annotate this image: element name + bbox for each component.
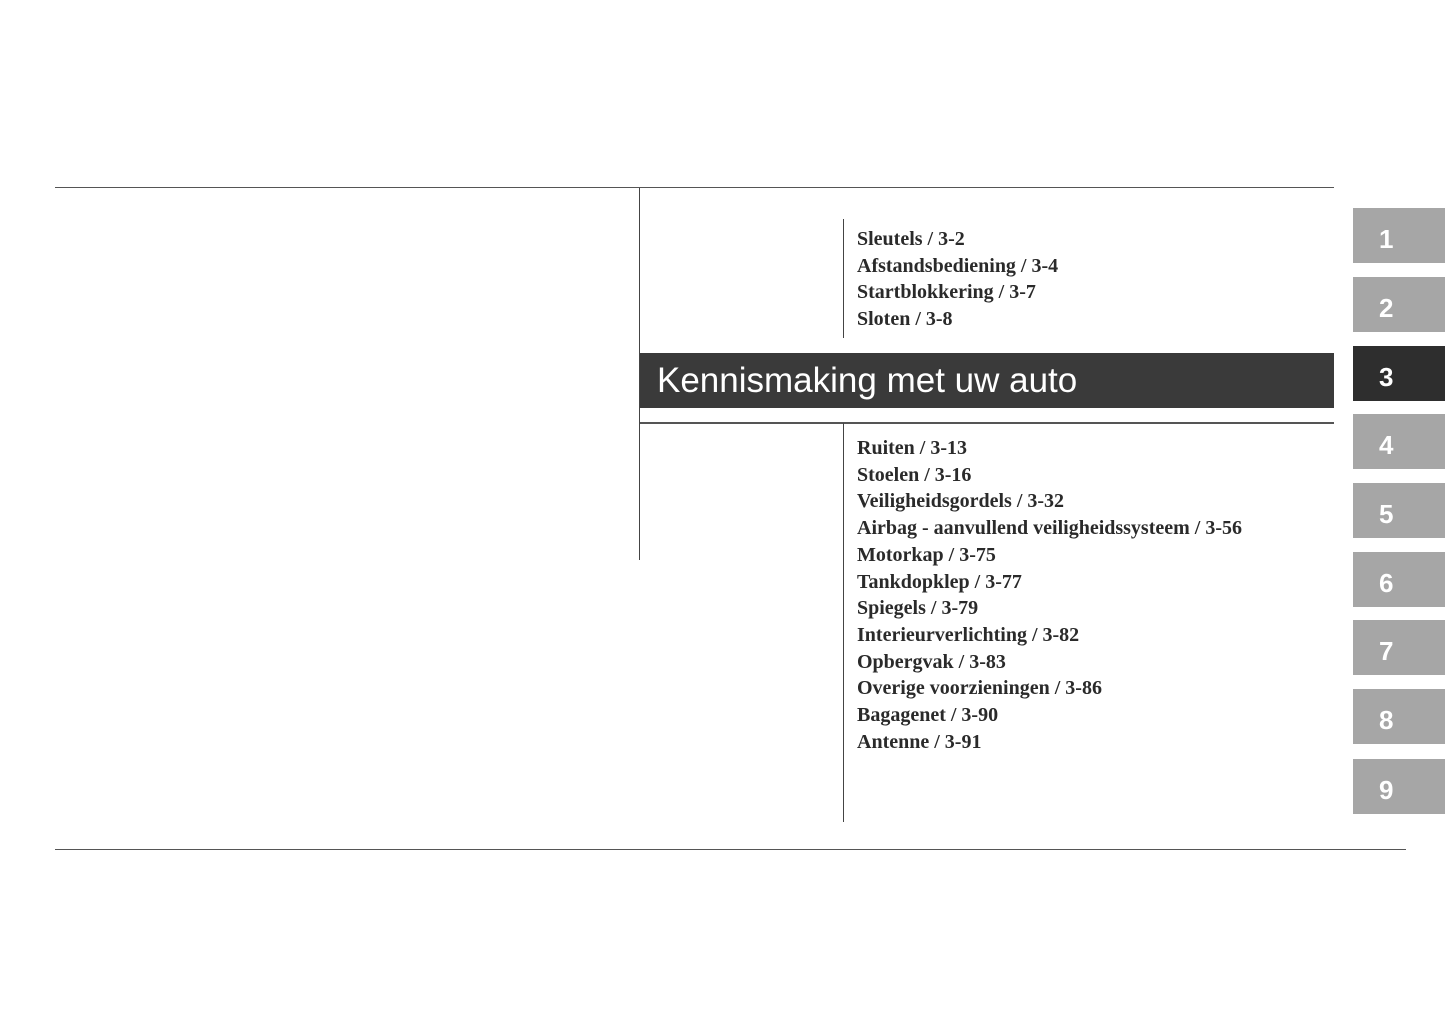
toc-item[interactable]: Bagagenet / 3-90 (857, 704, 999, 727)
chapter-tab-2[interactable]: 2 (1353, 277, 1445, 332)
toc-item[interactable]: Opbergvak / 3-83 (857, 650, 1006, 673)
chapter-title: Kennismaking met uw auto (657, 361, 1078, 400)
chapter-tab-7[interactable]: 7 (1353, 620, 1445, 675)
toc-item[interactable]: Sleutels / 3-2 (857, 228, 965, 250)
bottom-rule (55, 849, 1406, 850)
chapter-tab-6[interactable]: 6 (1353, 552, 1445, 607)
chapter-tab-3[interactable]: 3 (1353, 346, 1445, 401)
toc-item[interactable]: Veiligheidsgordels / 3-32 (857, 490, 1065, 513)
toc-item[interactable]: Overige voorzieningen / 3-86 (857, 677, 1102, 700)
toc-item[interactable]: Interieurverlichting / 3-82 (857, 623, 1080, 646)
toc-item[interactable]: Startblokkering / 3-7 (857, 281, 1036, 304)
toc-item[interactable]: Antenne / 3-91 (857, 730, 982, 753)
toc-item[interactable]: Sloten / 3-8 (857, 308, 953, 331)
toc-item[interactable]: Ruiten / 3-13 (857, 437, 967, 459)
chapter-tabs (1353, 0, 1445, 1026)
chapter-tab-8[interactable]: 8 (1353, 689, 1445, 744)
toc-bottom-divider (843, 423, 844, 822)
toc-item[interactable]: Tankdopklep / 3-77 (857, 570, 1022, 593)
toc-item[interactable]: Spiegels / 3-79 (857, 597, 979, 620)
chapter-tab-1[interactable]: 1 (1353, 208, 1445, 263)
toc-bottom-list (857, 435, 1242, 755)
title-underline-rule (640, 422, 1334, 424)
chapter-tab-5[interactable]: 5 (1353, 483, 1445, 538)
top-rule (55, 187, 1334, 188)
toc-item[interactable]: Afstandsbediening / 3-4 (857, 254, 1059, 277)
chapter-tab-4[interactable]: 4 (1353, 414, 1445, 469)
toc-top-list (857, 226, 1058, 333)
toc-item[interactable]: Stoelen / 3-16 (857, 463, 972, 486)
chapter-tab-9[interactable]: 9 (1353, 759, 1445, 814)
toc-item[interactable]: Airbag - aanvullend veiligheidssysteem / 3-56 (857, 517, 1243, 540)
toc-top-divider (843, 219, 844, 338)
toc-item[interactable]: Motorkap / 3-75 (857, 543, 996, 566)
